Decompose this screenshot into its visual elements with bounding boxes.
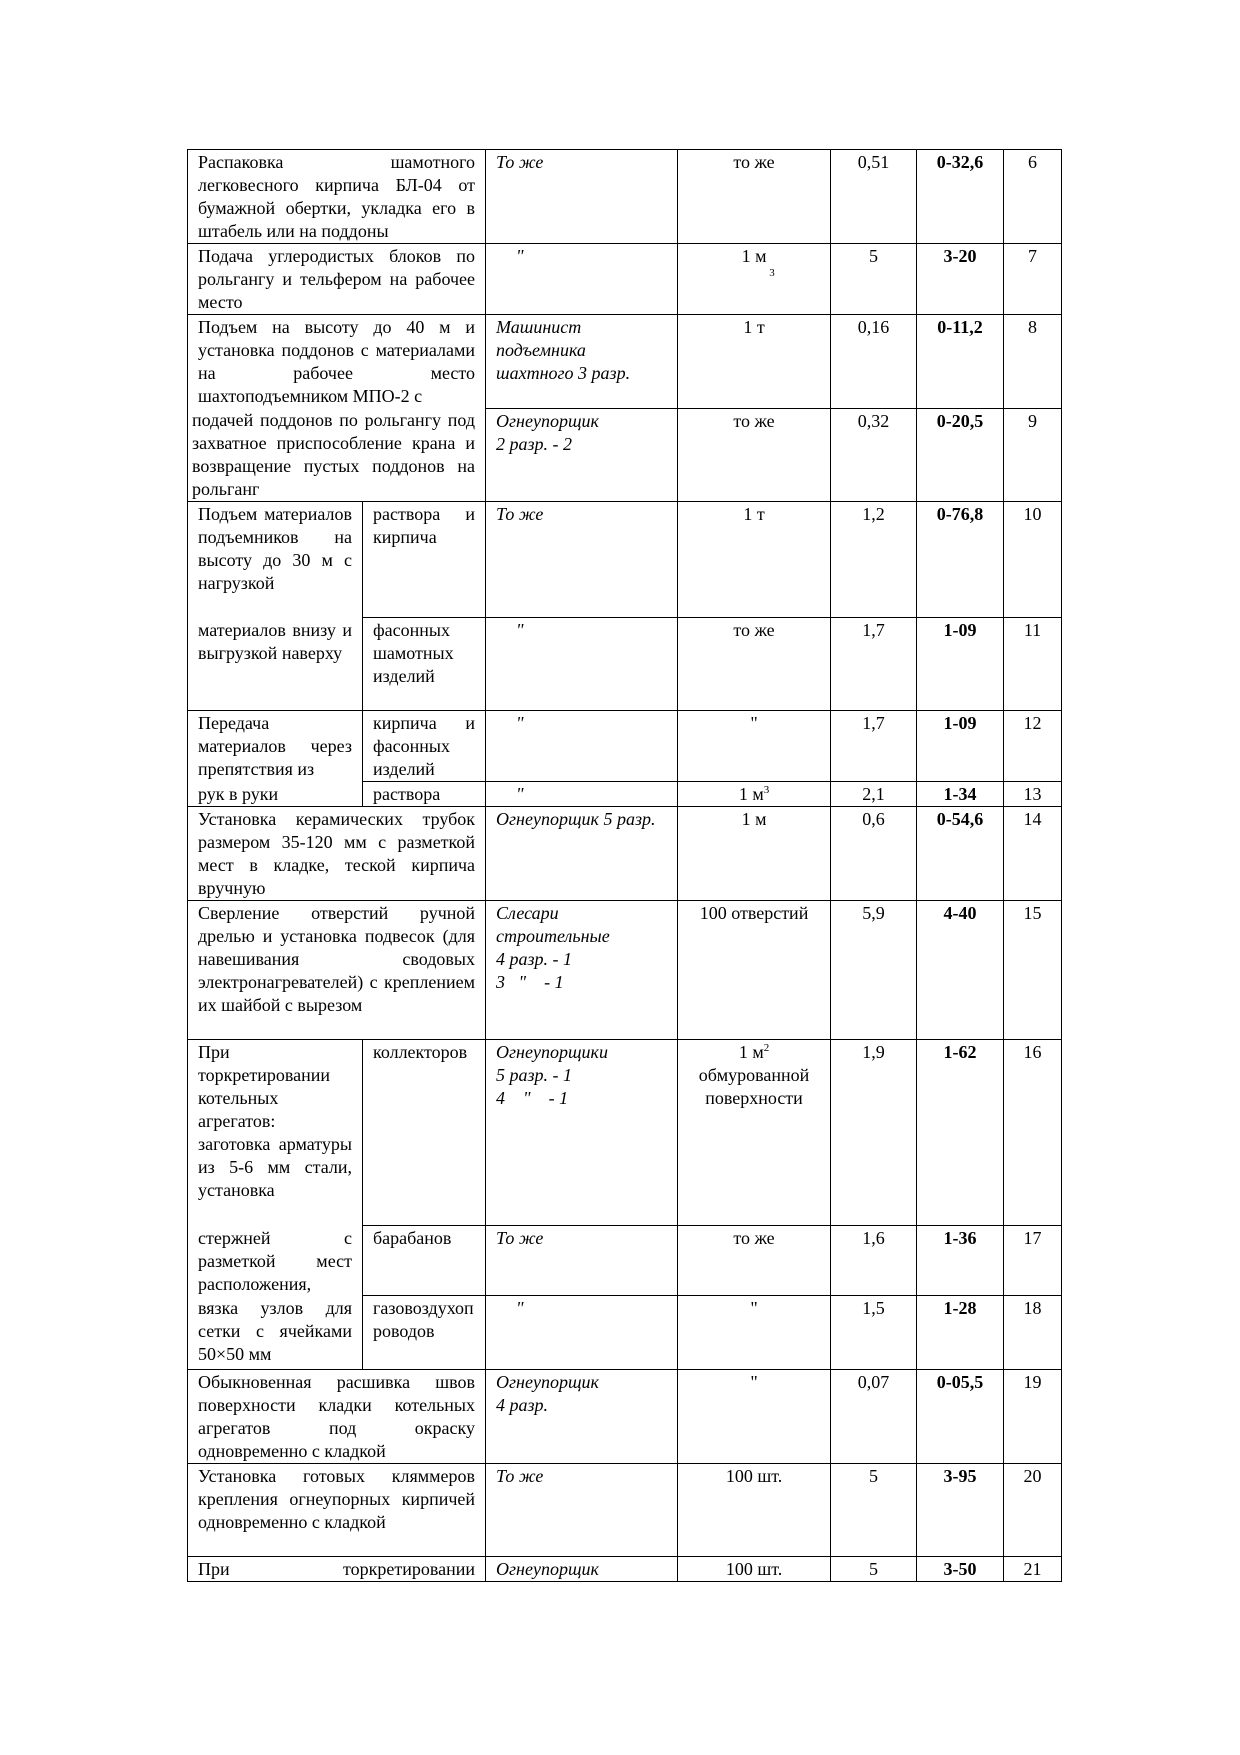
measure-unit: то же — [678, 1226, 831, 1296]
table-row — [188, 618, 1062, 711]
table-row — [188, 1296, 1062, 1370]
table-row — [188, 807, 1062, 901]
measure-unit: 1 м — [678, 807, 831, 901]
measure-unit: 1 т — [678, 502, 831, 618]
work-description: Подача углеродистых блоков по рольгангу и тельфером на рабочее место — [188, 244, 486, 315]
table-row — [188, 408, 1062, 502]
measure-unit: то же — [678, 408, 831, 502]
price-rate: 1-09 — [917, 618, 1004, 711]
worker-profession: " — [486, 711, 678, 782]
work-group-description: стержней с разметкой мест расположения, — [188, 1226, 363, 1296]
table-row — [188, 1226, 1062, 1296]
worker-profession: Огнеупорщики 5 разр. - 1 4 " - 1 — [486, 1040, 678, 1226]
work-subtype: раствора — [363, 782, 486, 807]
price-rate: 0-76,8 — [917, 502, 1004, 618]
work-subtype: барабанов — [363, 1226, 486, 1296]
measure-unit: 1 $м^2$ обмурованной поверхности — [678, 1040, 831, 1226]
work-group-description: вязка узлов для сетки с ячейками 50×50 мм — [188, 1296, 363, 1370]
time-norm: 2,1 — [831, 782, 917, 807]
work-subtype: газовоздухопроводов — [363, 1296, 486, 1370]
work-description: Подъем на высоту до 40 м и установка поддонов с материалами на рабочее место шахтоподъемником МПО-2 с — [188, 315, 486, 409]
time-norm: 1,7 — [831, 618, 917, 711]
work-subtype: кирпича и фасонных изделий — [363, 711, 486, 782]
row-number: 9 — [1004, 408, 1062, 502]
table-row — [188, 901, 1062, 1040]
time-norm: 5 — [831, 1464, 917, 1557]
measure-unit: 100 шт. — [678, 1464, 831, 1557]
table-row — [188, 244, 1062, 315]
row-number: 18 — [1004, 1296, 1062, 1370]
time-norm: 0,32 — [831, 408, 917, 502]
worker-profession: " — [486, 244, 678, 315]
measure-unit: " — [678, 1296, 831, 1370]
price-rate: 1-62 — [917, 1040, 1004, 1226]
worker-profession: " — [486, 618, 678, 711]
work-subtype: фасонных шамотных изделий — [363, 618, 486, 711]
table-row — [188, 1040, 1062, 1226]
work-description: Обыкновенная расшивка швов поверхности кладки котельных агрегатов под окраску одновременно с кладкой — [188, 1370, 486, 1464]
time-norm: 1,6 — [831, 1226, 917, 1296]
table-row — [188, 1557, 1062, 1582]
time-norm: 1,7 — [831, 711, 917, 782]
row-number: 7 — [1004, 244, 1062, 315]
work-description: При торкретировании — [188, 1557, 486, 1582]
time-norm: 0,51 — [831, 150, 917, 244]
measure-unit: 1 $м^3$ — [678, 782, 831, 807]
table-row — [188, 1464, 1062, 1557]
measure-unit: " — [678, 1370, 831, 1464]
price-rate: 0-20,5 — [917, 408, 1004, 502]
work-subtype: раствора и кирпича — [363, 502, 486, 618]
price-rate: 0-05,5 — [917, 1370, 1004, 1464]
price-rate: 4-40 — [917, 901, 1004, 1040]
row-number: 20 — [1004, 1464, 1062, 1557]
time-norm: 0,16 — [831, 315, 917, 409]
price-rate: 0-54,6 — [917, 807, 1004, 901]
work-description: Установка готовых кляммеров крепления огнеупорных кирпичей одновременно с кладкой — [188, 1464, 486, 1557]
work-group-description: При торкретировании котельных агрегатов: заготовка арматуры из 5-6 мм стали, установка — [188, 1040, 363, 1226]
work-group-description: материалов внизу и выгрузкой наверху — [188, 618, 363, 711]
price-rate: 1-34 — [917, 782, 1004, 807]
price-rate: 1-36 — [917, 1226, 1004, 1296]
row-number: 17 — [1004, 1226, 1062, 1296]
row-number: 15 — [1004, 901, 1062, 1040]
worker-profession: Огнеупорщик 2 разр. - 2 — [486, 408, 678, 502]
work-subtype: коллекторов — [363, 1040, 486, 1226]
table-row — [188, 782, 1062, 807]
worker-profession: То же — [486, 150, 678, 244]
time-norm: 5 — [831, 1557, 917, 1582]
measure-unit: 1 т — [678, 315, 831, 409]
row-number: 13 — [1004, 782, 1062, 807]
measure-unit: 1 м 3 — [678, 244, 831, 315]
row-number: 12 — [1004, 711, 1062, 782]
row-number: 6 — [1004, 150, 1062, 244]
time-norm: 0,07 — [831, 1370, 917, 1464]
table-row — [188, 1370, 1062, 1464]
row-number: 10 — [1004, 502, 1062, 618]
measure-unit: то же — [678, 618, 831, 711]
time-norm: 1,2 — [831, 502, 917, 618]
row-number: 14 — [1004, 807, 1062, 901]
time-norm: 1,5 — [831, 1296, 917, 1370]
row-number: 21 — [1004, 1557, 1062, 1582]
table-row — [188, 502, 1062, 618]
time-norm: 0,6 — [831, 807, 917, 901]
table-row — [188, 711, 1062, 782]
work-group-description: Передача материалов через препятствия из — [188, 711, 363, 782]
price-rate: 3-20 — [917, 244, 1004, 315]
document-page — [187, 149, 1061, 1582]
price-rate: 3-50 — [917, 1557, 1004, 1582]
time-norm: 1,9 — [831, 1040, 917, 1226]
price-rate: 0-32,6 — [917, 150, 1004, 244]
row-number: 19 — [1004, 1370, 1062, 1464]
time-norm: 5,9 — [831, 901, 917, 1040]
work-group-description: рук в руки — [188, 782, 363, 807]
measure-unit: 100 отверстий — [678, 901, 831, 1040]
row-number: 8 — [1004, 315, 1062, 409]
work-description: Распаковка шамотного легковесного кирпича БЛ-04 от бумажной обертки, укладка его в штабель или на поддоны — [188, 150, 486, 244]
worker-profession: " — [486, 1296, 678, 1370]
table-row — [188, 315, 1062, 409]
measure-unit: 100 шт. — [678, 1557, 831, 1582]
price-rate: 1-28 — [917, 1296, 1004, 1370]
worker-profession: Огнеупорщик 5 разр. — [486, 807, 678, 901]
measure-unit: то же — [678, 150, 831, 244]
price-rate: 0-11,2 — [917, 315, 1004, 409]
row-number: 11 — [1004, 618, 1062, 711]
time-norm: 5 — [831, 244, 917, 315]
price-rate: 3-95 — [917, 1464, 1004, 1557]
worker-profession: То же — [486, 1464, 678, 1557]
worker-profession: Огнеупорщик — [486, 1557, 678, 1582]
measure-unit: " — [678, 711, 831, 782]
table-row — [188, 150, 1062, 244]
worker-profession: Машинист подъемника шахтного 3 разр. — [486, 315, 678, 409]
work-description: подачей поддонов по рольгангу под захватное приспособление крана и возвращение пустых поддонов на рольганг — [188, 408, 486, 502]
worker-profession: Слесари строительные 4 разр. - 1 3 " - 1 — [486, 901, 678, 1040]
price-rate: 1-09 — [917, 711, 1004, 782]
work-description: Сверление отверстий ручной дрелью и установка подвесок (для навешивания сводовых электронагревателей) с креплением их шайбой с вырезом — [188, 901, 486, 1040]
norms-table — [187, 149, 1062, 1582]
row-number: 16 — [1004, 1040, 1062, 1226]
worker-profession: Огнеупорщик 4 разр. — [486, 1370, 678, 1464]
work-group-description: Подъем материалов подъемников на высоту до 30 м с нагрузкой — [188, 502, 363, 618]
worker-profession: То же — [486, 1226, 678, 1296]
work-description: Установка керамических трубок размером 35-120 мм с разметкой мест в кладке, теской кирпича вручную — [188, 807, 486, 901]
worker-profession: " — [486, 782, 678, 807]
worker-profession: То же — [486, 502, 678, 618]
